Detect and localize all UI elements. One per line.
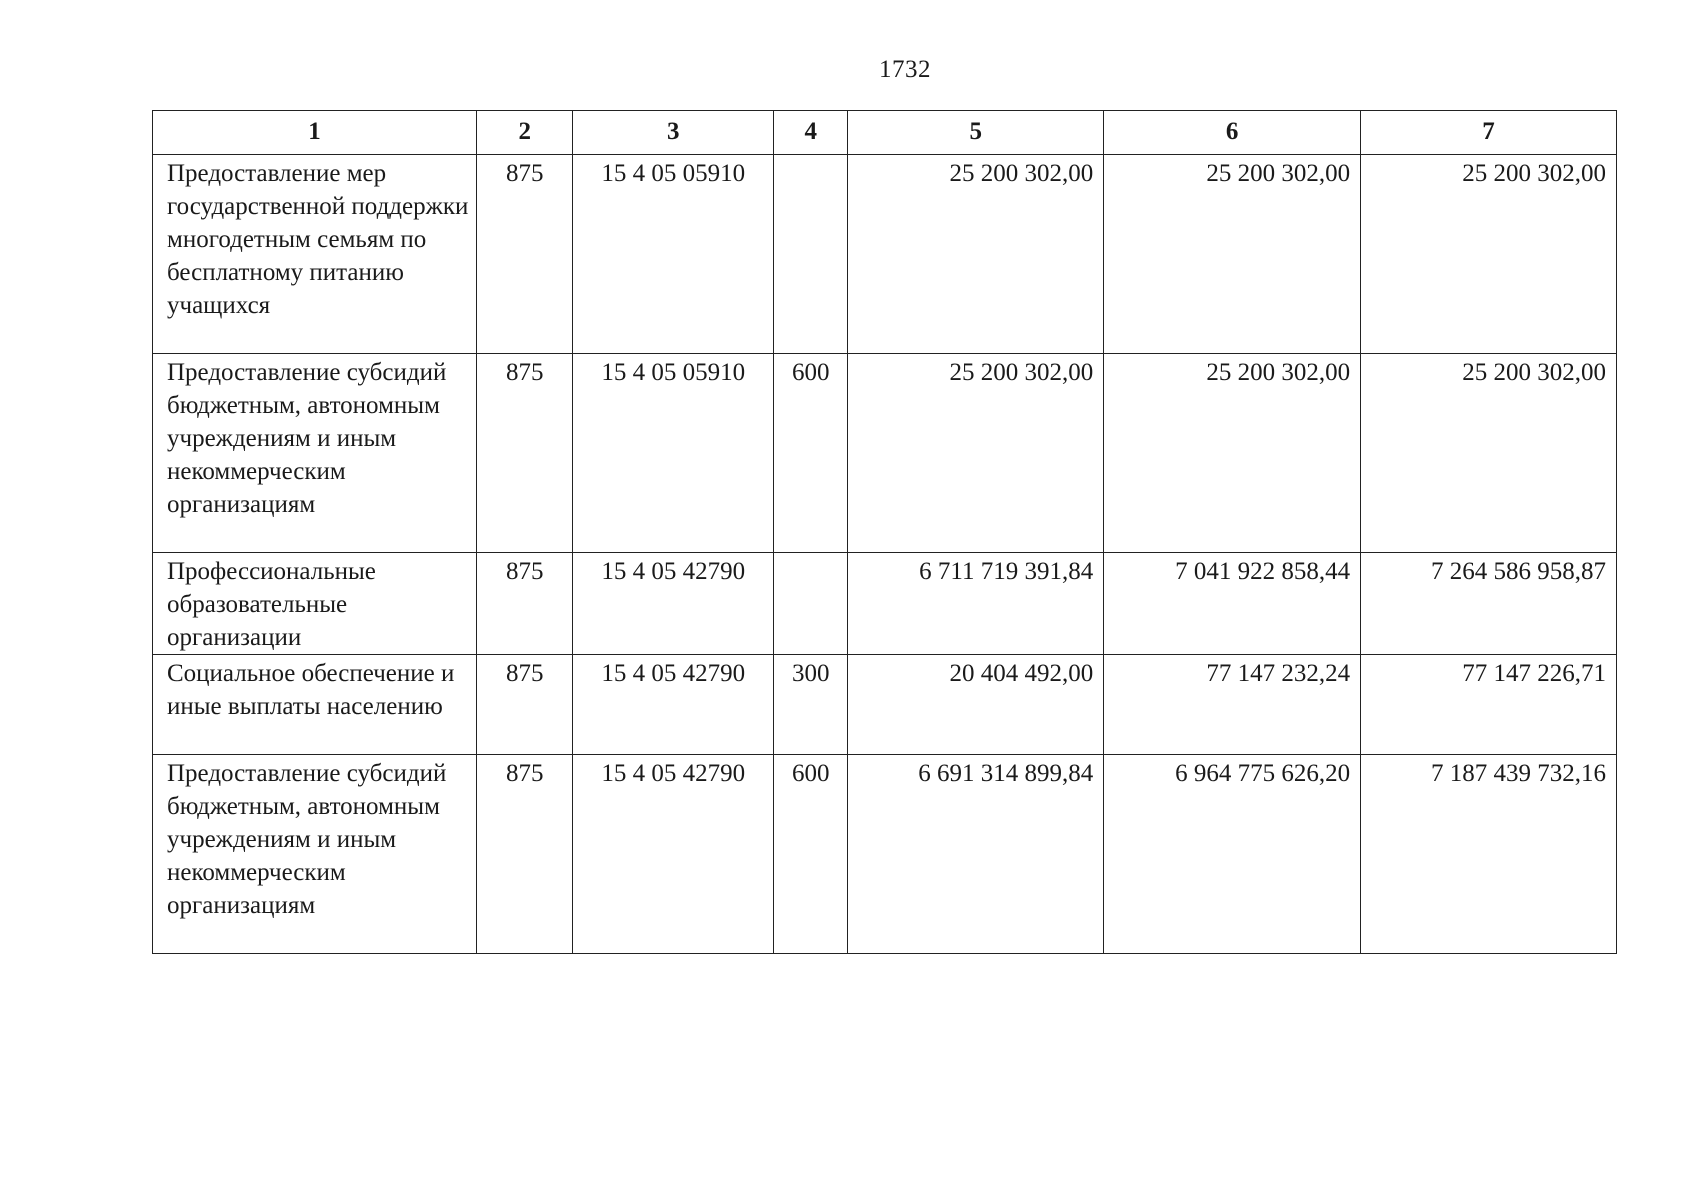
header-row bbox=[153, 111, 1617, 155]
row-target-article: 15 4 05 42790 bbox=[573, 655, 774, 755]
row-target-article: 15 4 05 42790 bbox=[573, 553, 774, 655]
table-row bbox=[153, 655, 1617, 755]
row-code: 875 bbox=[477, 155, 573, 354]
column-header-6: 6 bbox=[1104, 111, 1361, 155]
row-target-article: 15 4 05 42790 bbox=[573, 755, 774, 954]
table-row bbox=[153, 755, 1617, 954]
row-name: Предоставление мер государственной поддержки многодетным семьям по бесплатному питанию учащихся bbox=[153, 155, 477, 354]
column-header-7: 7 bbox=[1361, 111, 1617, 155]
column-header-3: 3 bbox=[573, 111, 774, 155]
budget-table bbox=[152, 110, 1617, 954]
row-code: 875 bbox=[477, 755, 573, 954]
row-sum-col5: 6 691 314 899,84 bbox=[848, 755, 1104, 954]
row-target-article: 15 4 05 05910 bbox=[573, 354, 774, 553]
row-sum-col7: 7 187 439 732,16 bbox=[1361, 755, 1617, 954]
table-row bbox=[153, 155, 1617, 354]
row-target-article: 15 4 05 05910 bbox=[573, 155, 774, 354]
row-expense-type bbox=[774, 553, 848, 655]
column-header-5: 5 bbox=[848, 111, 1104, 155]
row-sum-col5: 25 200 302,00 bbox=[848, 354, 1104, 553]
row-expense-type: 600 bbox=[774, 354, 848, 553]
row-sum-col5: 6 711 719 391,84 bbox=[848, 553, 1104, 655]
row-code: 875 bbox=[477, 655, 573, 755]
row-sum-col5: 20 404 492,00 bbox=[848, 655, 1104, 755]
column-header-1: 1 bbox=[153, 111, 477, 155]
row-sum-col6: 25 200 302,00 bbox=[1104, 354, 1361, 553]
row-sum-col7: 25 200 302,00 bbox=[1361, 155, 1617, 354]
row-sum-col6: 77 147 232,24 bbox=[1104, 655, 1361, 755]
row-expense-type: 600 bbox=[774, 755, 848, 954]
row-code: 875 bbox=[477, 354, 573, 553]
row-name: Социальное обеспечение и иные выплаты населению bbox=[153, 655, 477, 755]
row-sum-col7: 77 147 226,71 bbox=[1361, 655, 1617, 755]
row-sum-col7: 7 264 586 958,87 bbox=[1361, 553, 1617, 655]
row-name: Предоставление субсидий бюджетным, автономным учреждениям и иным некоммерческим организациям bbox=[153, 755, 477, 954]
row-sum-col5: 25 200 302,00 bbox=[848, 155, 1104, 354]
row-sum-col6: 7 041 922 858,44 bbox=[1104, 553, 1361, 655]
row-name: Предоставление субсидий бюджетным, автономным учреждениям и иным некоммерческим организациям bbox=[153, 354, 477, 553]
table-row bbox=[153, 553, 1617, 655]
table-row bbox=[153, 354, 1617, 553]
column-header-4: 4 bbox=[774, 111, 848, 155]
row-sum-col6: 6 964 775 626,20 bbox=[1104, 755, 1361, 954]
column-header-2: 2 bbox=[477, 111, 573, 155]
row-expense-type bbox=[774, 155, 848, 354]
row-code: 875 bbox=[477, 553, 573, 655]
page-number: 1732 bbox=[879, 56, 931, 83]
row-name: Профессиональные образовательные организации bbox=[153, 553, 477, 655]
row-sum-col7: 25 200 302,00 bbox=[1361, 354, 1617, 553]
row-sum-col6: 25 200 302,00 bbox=[1104, 155, 1361, 354]
row-expense-type: 300 bbox=[774, 655, 848, 755]
